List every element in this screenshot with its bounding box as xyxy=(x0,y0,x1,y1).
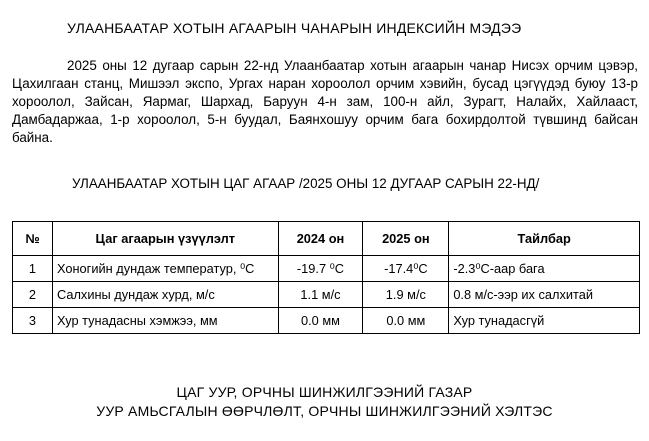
row-2025-value: -17.4⁰С xyxy=(363,256,449,282)
row-number: 2 xyxy=(13,282,53,308)
row-indicator: Хур тунадасны хэмжээ, мм xyxy=(52,308,278,334)
header-2024: 2024 он xyxy=(278,222,363,256)
header-number: № xyxy=(13,222,53,256)
row-2025-value: 0.0 мм xyxy=(363,308,449,334)
table-row xyxy=(13,256,640,282)
footer-division: УУР АМЬСГАЛЫН ӨӨРЧЛӨЛТ, ОРЧНЫ ШИНЖИЛГЭЭНИЙ ХЭЛТЭС xyxy=(96,403,553,419)
table-row xyxy=(13,308,640,334)
row-note: Хур тунадасгүй xyxy=(449,308,640,334)
row-2024-value: 1.1 м/с xyxy=(278,282,363,308)
header-indicator: Цаг агаарын үзүүлэлт xyxy=(52,222,278,256)
document-title: УЛААНБААТАР ХОТЫН АГААРЫН ЧАНАРЫН ИНДЕКСИЙН МЭДЭЭ xyxy=(67,20,522,36)
row-indicator: Хоногийн дундаж температур, ⁰С xyxy=(52,256,278,282)
row-2025-value: 1.9 м/с xyxy=(363,282,449,308)
table-row xyxy=(13,282,640,308)
row-number: 1 xyxy=(13,256,53,282)
header-2025: 2025 он xyxy=(363,222,449,256)
weather-section-title: УЛААНБААТАР ХОТЫН ЦАГ АГААР /2025 ОНЫ 12 ДУГААР САРЫН 22-НД/ xyxy=(72,176,540,191)
header-note: Тайлбар xyxy=(449,222,640,256)
row-2024-value: 0.0 мм xyxy=(278,308,363,334)
row-note: 0.8 м/с-ээр их салхитай xyxy=(449,282,640,308)
row-note: -2.3⁰С-аар бага xyxy=(449,256,640,282)
row-number: 3 xyxy=(13,308,53,334)
air-quality-paragraph: 2025 оны 12 дугаар сарын 22-нд Улаанбаатар хотын агаарын чанар Нисэх орчим цэвэр, Цахилгаан станц, Мишээл экспо, Ургах наран хороолол орчим хэвийн, бусад цэгүүдэд буюу 13-р хороолол, Зайсан, Яармаг, Шархад, Баруун 4-н зам, 100-н айл, Зурагт, Налайх, Хайлааст, Дамбадаржаа, 1-р хороолол, 5-н буудал, Баянхошуу орчим бага бохирдолтой түвшинд байсан байна. xyxy=(12,58,638,146)
row-2024-value: -19.7 ⁰С xyxy=(278,256,363,282)
footer-department: ЦАГ УУР, ОРЧНЫ ШИНЖИЛГЭЭНИЙ ГАЗАР xyxy=(176,384,473,400)
table-header-row xyxy=(13,222,640,256)
row-indicator: Салхины дундаж хурд, м/с xyxy=(52,282,278,308)
weather-table xyxy=(12,221,640,334)
